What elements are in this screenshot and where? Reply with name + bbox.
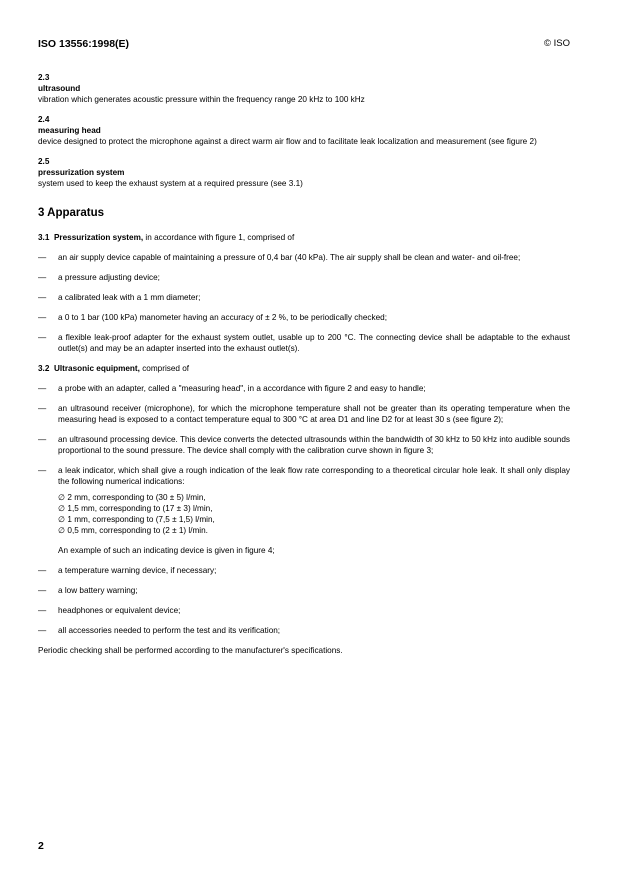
section-heading: 3 Apparatus — [38, 207, 105, 219]
subclause-title: Pressurization system, — [53, 233, 144, 242]
list-item-text: a temperature warning device, if necessary; — [58, 566, 217, 575]
subclause-heading — [38, 232, 570, 243]
subclause-number: 3.2 — [38, 364, 50, 373]
list-item — [38, 383, 570, 394]
dash-bullet: — — [38, 606, 47, 615]
dash-bullet: — — [38, 313, 47, 322]
list-item-text: an ultrasound receiver (microphone), for which the microphone temperature shall not be greater than its operating temperature when the measuring head is exposed to a contact temperature equal to 300 °C at area D1 and line D2 for at least 30 s (see figure 2); — [58, 404, 570, 424]
term-name: pressurization system — [38, 168, 125, 177]
list-item-text: a leak indicator, which shall give a rough indication of the leak flow rate corresponding to a theoretical circular hole leak. It shall only display the following numerical indications: — [58, 466, 570, 486]
list-item-text: a pressure adjusting device; — [58, 273, 160, 282]
term-number: 2.5 — [38, 157, 50, 166]
list-item — [38, 332, 570, 354]
term-entry — [38, 156, 570, 189]
list-item-text: a probe with an adapter, called a "measuring head", in a accordance with figure 2 and easy to handle; — [58, 384, 426, 393]
list-item — [38, 292, 570, 303]
dash-bullet: — — [38, 404, 47, 413]
list-item-text: a flexible leak-proof adapter for the exhaust system outlet, usable up to 200 °C. The connecting device shall be adaptable to the exhaust outlet(s) and may be an adapter inserted into the exhaust outlet(s). — [58, 333, 570, 353]
list-item — [38, 465, 570, 536]
example-note: An example of such an indicating device is given in figure 4; — [58, 546, 275, 555]
indication-option: ∅ 1 mm, corresponding to (7,5 ± 1,5) l/min, — [58, 515, 215, 524]
term-name: measuring head — [38, 126, 101, 135]
dash-bullet: — — [38, 293, 47, 302]
dash-bullet: — — [38, 253, 47, 262]
dash-bullet: — — [38, 333, 47, 342]
list-item — [38, 565, 570, 576]
copyright-notice: © ISO — [543, 38, 570, 49]
document-body — [38, 72, 570, 664]
subclause-number: 3.1 — [38, 233, 50, 242]
list-item — [38, 605, 570, 616]
subclause-text: comprised of — [139, 364, 190, 373]
list-item-text: all accessories needed to perform the test and its verification; — [58, 626, 281, 635]
term-definition: vibration which generates acoustic pressure within the frequency range 20 kHz to 100 kHz — [38, 95, 365, 104]
list-item — [38, 403, 570, 425]
list-item — [38, 434, 570, 456]
subclause-heading — [38, 363, 570, 374]
dash-bullet: — — [38, 273, 47, 282]
term-definition: device designed to protect the microphone against a direct warm air flow and to facilitate leak localization and measurement (see figure 2) — [38, 137, 537, 146]
dash-bullet: — — [38, 384, 47, 393]
list-item-text: a calibrated leak with a 1 mm diameter; — [58, 293, 201, 302]
indication-option: ∅ 1,5 mm, corresponding to (17 ± 3) l/min, — [58, 504, 213, 513]
subclause-title: Ultrasonic equipment, — [53, 364, 140, 373]
dash-bullet: — — [38, 586, 47, 595]
term-number: 2.4 — [38, 115, 50, 124]
standard-number: ISO 13556:1998(E) — [38, 38, 130, 50]
indication-list — [58, 492, 570, 536]
dash-bullet: — — [38, 435, 47, 444]
closing-paragraph: Periodic checking shall be performed according to the manufacturer's specifications. — [38, 646, 343, 655]
term-entry — [38, 114, 570, 147]
list-item — [38, 272, 570, 283]
indication-option: ∅ 0,5 mm, corresponding to (2 ± 1) l/min. — [58, 526, 208, 535]
list-item-text: a 0 to 1 bar (100 kPa) manometer having an accuracy of ± 2 %, to be periodically checked; — [58, 313, 387, 322]
dash-bullet: — — [38, 566, 47, 575]
list-item — [38, 625, 570, 636]
list-item-text: an air supply device capable of maintaining a pressure of 0,4 bar (40 kPa). The air supply shall be clean and water- and oil-free; — [58, 253, 521, 262]
page-number: 2 — [38, 840, 44, 852]
term-entry — [38, 72, 570, 105]
list-item-text: headphones or equivalent device; — [58, 606, 181, 615]
list-item — [38, 252, 570, 263]
list-item-text: a low battery warning; — [58, 586, 138, 595]
dash-bullet: — — [38, 626, 47, 635]
term-number: 2.3 — [38, 73, 50, 82]
subclause-text: in accordance with figure 1, comprised of — [143, 233, 295, 242]
term-name: ultrasound — [38, 84, 81, 93]
dash-bullet: — — [38, 466, 47, 475]
indication-option: ∅ 2 mm, corresponding to (30 ± 5) l/min, — [58, 493, 206, 502]
term-definition: system used to keep the exhaust system at a required pressure (see 3.1) — [38, 179, 303, 188]
list-item-text: an ultrasound processing device. This device converts the detected ultrasounds within the bandwidth of 30 kHz to 50 kHz into audible sounds proportional to the sound pressure. The device shall comply with the calibration curve shown in figure 3; — [58, 435, 570, 455]
list-item — [38, 585, 570, 596]
list-item — [38, 312, 570, 323]
